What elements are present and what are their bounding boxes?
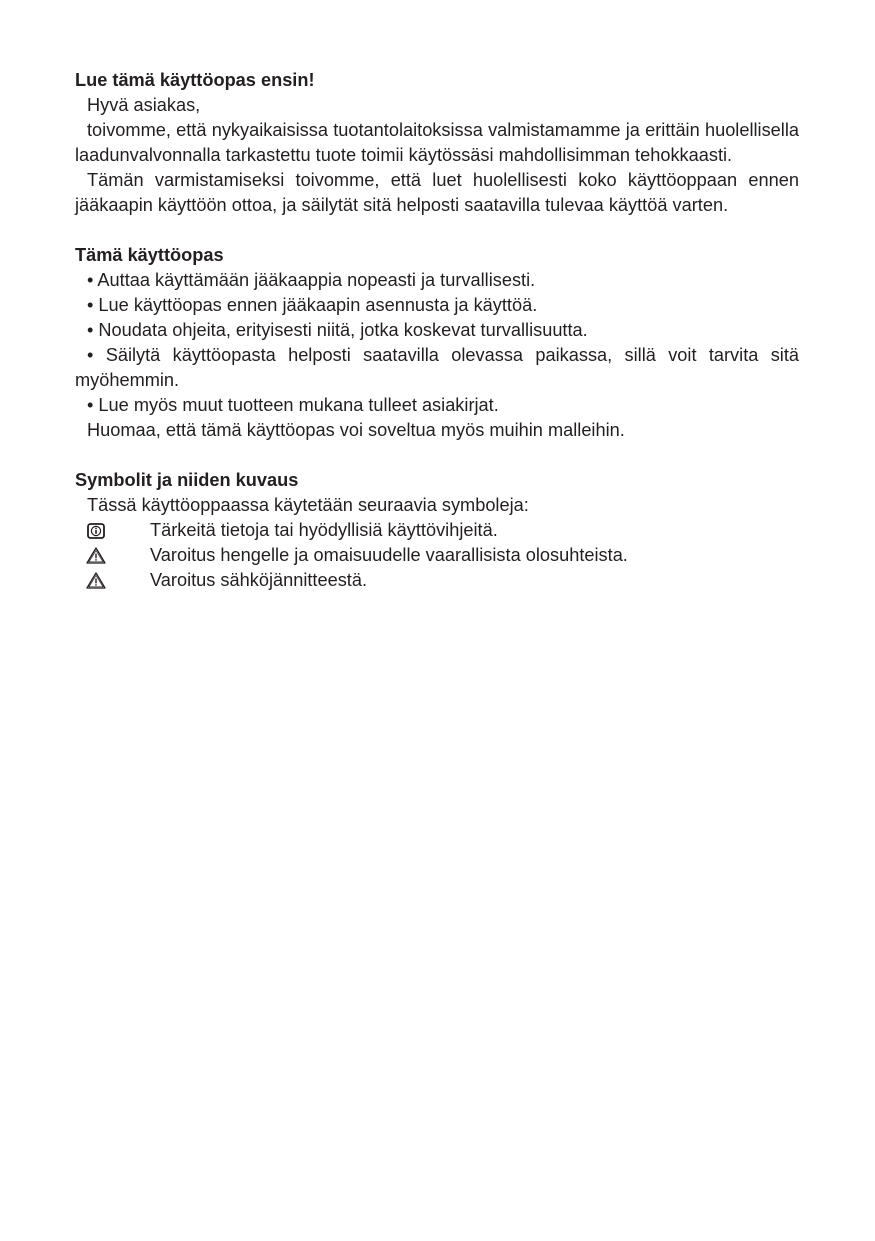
symbol-text-info: Tärkeitä tietoja tai hyödyllisiä käyttövihjeitä. (150, 520, 498, 540)
warning-icon (85, 546, 107, 566)
intro-paragraph-2: Tämän varmistamiseksi toivomme, että luet huolellisesti koko käyttöoppaan ennen jääkaapin käyttöön ottoa, ja säilytät sitä helposti saatavilla tulevaa käyttöä varten. (75, 170, 799, 215)
bullet-item: • Auttaa käyttämään jääkaappia nopeasti ja turvallisesti. (87, 270, 536, 290)
symbol-text-warning-electric: Varoitus sähköjännitteestä. (150, 570, 368, 590)
document-page (75, 68, 799, 593)
spacer (75, 218, 799, 243)
symbol-row-info (75, 518, 799, 543)
info-icon (85, 521, 107, 541)
section-title-this-manual: Tämä käyttöopas (75, 245, 224, 265)
symbol-row-warning-danger (75, 543, 799, 568)
manual-note: Huomaa, että tämä käyttöopas voi soveltua myös muihin malleihin. (87, 420, 625, 440)
bullet-item: • Lue myös muut tuotteen mukana tulleet asiakirjat. (87, 395, 499, 415)
symbol-text-warning-danger: Varoitus hengelle ja omaisuudelle vaarallisista olosuhteista. (150, 545, 628, 565)
bullet-item: • Noudata ohjeita, erityisesti niitä, jotka koskevat turvallisuutta. (87, 320, 588, 340)
bullet-item: • Lue käyttöopas ennen jääkaapin asennusta ja käyttöä. (87, 295, 538, 315)
section-title-read-first: Lue tämä käyttöopas ensin! (75, 70, 315, 90)
intro-paragraph-1: toivomme, että nykyaikaisissa tuotantolaitoksissa valmistamamme ja erittäin huolellisella laadunvalvonnalla tarkastettu tuote toimii käytössäsi mahdollisimman tehokkaasti. (75, 120, 799, 165)
section-title-symbols: Symbolit ja niiden kuvaus (75, 470, 299, 490)
spacer (75, 443, 799, 468)
warning-icon (85, 571, 107, 591)
symbol-row-warning-electric (75, 568, 799, 593)
greeting: Hyvä asiakas, (87, 95, 201, 115)
bullet-item: • Säilytä käyttöopasta helposti saatavilla olevassa paikassa, sillä voit tarvita sitä myöhemmin. (75, 345, 799, 390)
symbols-intro: Tässä käyttöoppaassa käytetään seuraavia symboleja: (87, 495, 529, 515)
